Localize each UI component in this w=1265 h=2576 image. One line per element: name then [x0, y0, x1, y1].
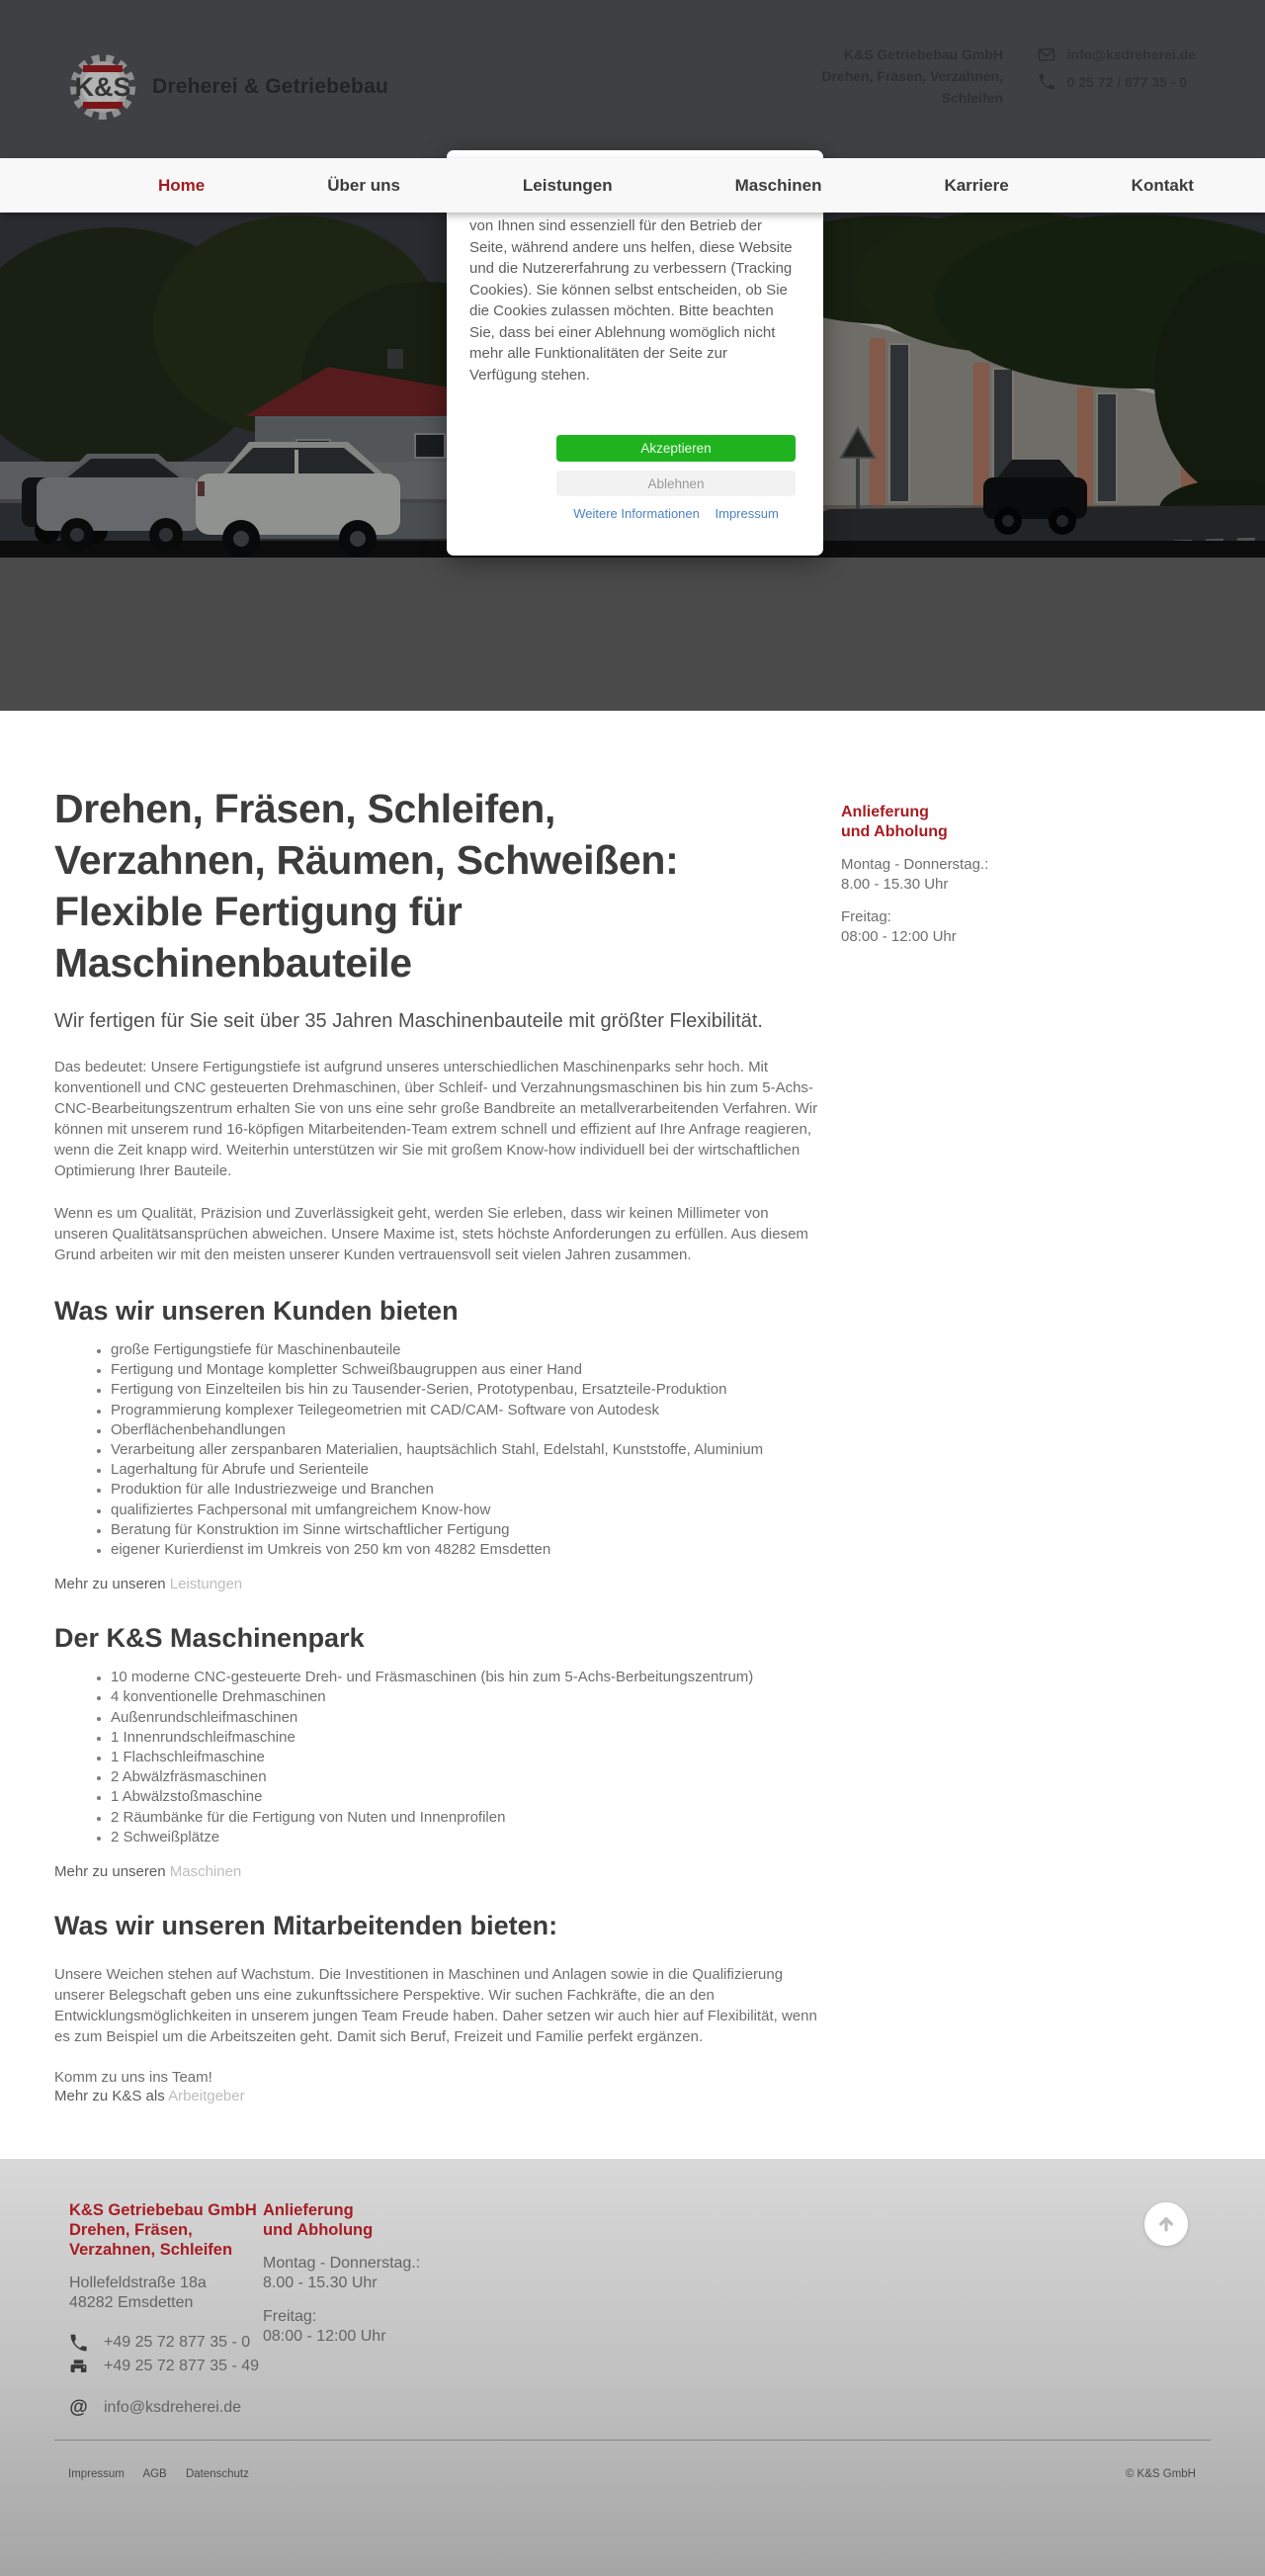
footer-hours-title-line: und Abholung: [263, 2221, 374, 2239]
more-arbeitgeber-line: [54, 2088, 823, 2104]
gear-logo-icon: [67, 51, 138, 123]
at-icon: @: [69, 2397, 88, 2418]
footer-hours-weekdays: [263, 2254, 420, 2293]
header: [0, 0, 1265, 158]
hours-sidebar: [841, 803, 1207, 947]
hours-days: Montag - Donnerstag.:: [841, 856, 989, 873]
maschinen-link[interactable]: Maschinen: [169, 1863, 242, 1881]
nav-item-karriere[interactable]: Karriere: [944, 175, 1009, 195]
header-phone[interactable]: 0 25 72 / 877 35 - 0: [1066, 74, 1188, 90]
footer-hours-column: [263, 2200, 420, 2347]
section-heading-kunden: Was wir unseren Kunden bieten: [54, 1296, 459, 1326]
datenschutz-link[interactable]: Datenschutz: [185, 2468, 249, 2480]
footer-phone-row[interactable]: [69, 2333, 259, 2353]
impressum-link[interactable]: Impressum: [68, 2468, 125, 2480]
footer-contact: [69, 2333, 259, 2418]
page-title-line: Flexible Fertigung für: [54, 889, 463, 934]
footer-company-line: Verzahnen, Schleifen: [69, 2241, 233, 2259]
header-contact: [1038, 45, 1196, 101]
footer-company-column: [69, 2200, 259, 2418]
list-item: • Fertigung und Montage kompletter Schweißbaugruppen aus einer Hand: [111, 1360, 823, 1380]
footer-hours-friday: [263, 2307, 420, 2347]
footer-company-block: [69, 2200, 259, 2260]
list-item: • 10 moderne CNC-gesteuerte Dreh- und Fräsmaschinen (bis hin zum 5-Achs-Berbeitungszentrum): [111, 1668, 823, 1687]
dark-band: [0, 558, 1265, 711]
footer-phone[interactable]: +49 25 72 877 35 - 0: [104, 2334, 251, 2351]
list-item: • Fertigung von Einzelteilen bis hin zu Tausender-Serien, Prototypenbau, Ersatzteile-Produktion: [111, 1380, 823, 1400]
header-company-line: Drehen, Fräsen, Verzahnen,: [821, 68, 1003, 84]
mitarbeitende-paragraph: Unsere Weichen stehen auf Wachstum. Die Investitionen in Maschinen und Anlagen sowie in die Qualifizierung unserer Belegschaft geben uns eine zukunftssichere Perspektive. Wir suchen Fachkräfte, die an den Entwicklungsmöglichkeiten in unserem jungen Team Freude haben. Daher setzen wir auch hier auf Flexibilität, wenn es zum Beispiel um die Arbeitszeiten geht. Damit sich Beruf, Freizeit und Familie perfekt ergänzen.: [54, 1966, 817, 2046]
list-item: • 4 konventionelle Drehmaschinen: [111, 1687, 823, 1707]
list-item: • eigener Kurierdienst im Umkreis von 250 km von 48282 Emsdetten: [111, 1540, 823, 1560]
footer-bottom-links: [68, 2468, 265, 2480]
footer-address: [69, 2274, 259, 2313]
footer: [0, 2159, 1265, 2576]
svg-text:K&S: K&S: [74, 72, 131, 102]
footer-divider: [54, 2440, 1211, 2441]
footer-company-line: Drehen, Fräsen,: [69, 2221, 193, 2239]
list-item: • Verarbeitung aller zerspanbaren Materialien, hauptsächlich Stahl, Edelstahl, Kunststoffe, Aluminium: [111, 1440, 823, 1460]
list-item: • 2 Schweißplätze: [111, 1828, 823, 1847]
list-item: • Lagerhaltung für Abrufe und Serienteile: [111, 1460, 823, 1480]
list-item: • Oberflächenbehandlungen: [111, 1420, 823, 1440]
footer-email[interactable]: info@ksdreherei.de: [104, 2399, 241, 2416]
list-item: • Programmierung komplexer Teilegeometrien mit CAD/CAM- Software von Autodesk: [111, 1401, 823, 1420]
intro-paragraph-2: Wenn es um Qualität, Präzision und Zuverlässigkeit geht, werden Sie erleben, dass wir keinen Millimeter von unseren Qualitätsansprüchen abweichen. Unsere Maxime ist, stets höchste Anforderungen zu erfüllen. Aus diesem Grund arbeiten wir mit den meisten unserer Kunden vertrauensvoll seit vielen Jahren zusammen.: [54, 1205, 808, 1263]
footer-address-line: Hollefeldstraße 18a: [69, 2275, 207, 2291]
phone-icon: [1038, 73, 1055, 91]
hours-weekdays: [841, 855, 1207, 895]
page-title-line: Maschinenbauteile: [54, 940, 412, 986]
logo-title: Dreherei & Getriebebau: [152, 75, 388, 98]
arbeitgeber-link[interactable]: Arbeitgeber: [168, 2088, 245, 2105]
section-heading-maschinenpark: Der K&S Maschinenpark: [54, 1623, 365, 1654]
fax-icon: [69, 2358, 88, 2376]
intro-paragraph-1: Das bedeutet: Unsere Fertigungstiefe ist aufgrund unseres unterschiedlichen Maschinenparks sehr hoch. Mit konventionell und CNC gesteuerten Drehmaschinen, über Schleif- und Verzahnungsmaschinen bis hin zum 5-Achs-CNC-Bearbeitungszentrum erhalten Sie von uns eine sehr große Bandbreite an metallverarbeitenden Verfahren. Wir können mit unserem rund 16-köpfigen Mitarbeitenden-Team extrem schnell und effizient auf Ihre Anfrage reagieren, wenn die Zeit knapp wird. Weiterhin unterstützen wir Sie mit großem Know-how individuell bei der wirtschaftlichen Optimierung Ihrer Bauteile.: [54, 1059, 818, 1179]
nav-item-ueber-uns[interactable]: Über uns: [327, 175, 400, 195]
cookie-accept-button[interactable]: Akzeptieren: [556, 435, 796, 462]
nav-item-home[interactable]: Home: [158, 175, 206, 195]
hours-friday: [841, 907, 1207, 947]
header-company-line: Schleifen: [941, 90, 1003, 106]
cookie-imprint-link[interactable]: Impressum: [715, 506, 779, 521]
scroll-to-top-button[interactable]: [1144, 2202, 1188, 2246]
footer-hours-time: 08:00 - 12:00 Uhr: [263, 2328, 386, 2345]
page-title-line: Drehen, Fräsen, Schleifen,: [54, 786, 556, 831]
logo[interactable]: [67, 51, 388, 123]
hours-days: Freitag:: [841, 908, 891, 925]
cookie-decline-button[interactable]: Ablehnen: [556, 471, 796, 496]
footer-hours-title: [263, 2200, 420, 2240]
copyright: © K&S GmbH: [1125, 2468, 1196, 2480]
mail-icon: [1038, 45, 1055, 63]
header-company-block: [821, 43, 1003, 109]
nav-item-maschinen[interactable]: Maschinen: [734, 175, 822, 195]
main-nav: [0, 158, 1265, 213]
phone-icon: [69, 2334, 88, 2353]
footer-fax: +49 25 72 877 35 - 49: [104, 2358, 260, 2374]
footer-fax-row: [69, 2357, 259, 2376]
list-item: • 1 Abwälzstoßmaschine: [111, 1787, 823, 1807]
list-item: • Produktion für alle Industriezweige und Branchen: [111, 1480, 823, 1500]
footer-company-line: K&S Getriebebau GmbH: [69, 2201, 257, 2219]
hours-title: [841, 803, 1207, 842]
kunden-bullet-list: [54, 1340, 823, 1560]
list-item: • 1 Flachschleifmaschine: [111, 1748, 823, 1767]
cookie-links: [556, 506, 796, 521]
page-title: [54, 783, 756, 988]
hours-title-line: Anlieferung: [841, 804, 929, 820]
agb-link[interactable]: AGB: [142, 2468, 167, 2480]
list-item: • 2 Räumbänke für die Fertigung von Nuten und Innenprofilen: [111, 1808, 823, 1828]
header-phone-row[interactable]: [1038, 73, 1196, 91]
more-leistungen-line: [54, 1576, 823, 1592]
nav-item-leistungen[interactable]: Leistungen: [522, 175, 613, 195]
footer-address-line: 48282 Emsdetten: [69, 2294, 194, 2311]
footer-hours-time: 8.00 - 15.30 Uhr: [263, 2275, 378, 2291]
nav-item-kontakt[interactable]: Kontakt: [1131, 175, 1194, 195]
list-item: • 1 Innenrundschleifmaschine: [111, 1728, 823, 1748]
cookie-more-info-link[interactable]: Weitere Informationen: [573, 506, 700, 521]
list-item: • Beratung für Konstruktion im Sinne wirtschaftlicher Fertigung: [111, 1520, 823, 1540]
maschinenpark-bullet-list: [54, 1668, 823, 1847]
page-title-line: Verzahnen, Räumen, Schweißen:: [54, 837, 679, 883]
footer-hours-days: Montag - Donnerstag.:: [263, 2255, 421, 2272]
more-prefix: Mehr zu unseren: [54, 1576, 166, 1593]
team-cta: Komm zu uns ins Team!: [54, 2069, 212, 2087]
list-item: • 2 Abwälzfräsmaschinen: [111, 1767, 823, 1787]
leistungen-link[interactable]: Leistungen: [169, 1576, 243, 1593]
header-email[interactable]: info@ksdreherei.de: [1066, 46, 1196, 62]
footer-email-row[interactable]: [69, 2398, 259, 2418]
cookie-consent-text: von Ihnen sind essenziell für den Betrieb der Seite, während andere uns helfen, diese Website und die Nutzererfahrung zu verbessern (Tracking Cookies). Sie können selbst entscheiden, ob Sie die Cookies zulassen möchten. Bitte beachten Sie, dass bei einer Ablehnung womöglich nicht mehr alle Funktionalitäten der Seite zur Verfügung stehen.: [469, 217, 793, 384]
list-item: • qualifiziertes Fachpersonal mit umfangreichem Know-how: [111, 1501, 823, 1520]
hours-time: 8.00 - 15.30 Uhr: [841, 876, 949, 893]
header-company-line: K&S Getriebebau GmbH: [843, 46, 1003, 62]
footer-hours-days: Freitag:: [263, 2308, 317, 2325]
more-maschinen-line: [54, 1863, 823, 1880]
footer-hours-title-line: Anlieferung: [263, 2201, 354, 2219]
more-prefix: Mehr zu unseren: [54, 1863, 166, 1881]
hours-title-line: und Abholung: [841, 823, 948, 840]
list-item: • große Fertigungstiefe für Maschinenbauteile: [111, 1340, 823, 1360]
more-prefix: Mehr zu K&S als: [54, 2088, 165, 2105]
list-item: • Außenrundschleifmaschinen: [111, 1708, 823, 1728]
hours-time: 08:00 - 12:00 Uhr: [841, 928, 957, 945]
main-content: [54, 783, 823, 2104]
arrow-up-icon: [1153, 2211, 1179, 2237]
section-heading-mitarbeitende: Was wir unseren Mitarbeitenden bieten:: [54, 1911, 558, 1941]
header-email-row[interactable]: [1038, 45, 1196, 63]
page-subtitle: Wir fertigen für Sie seit über 35 Jahren Maschinenbauteile mit größter Flexibilität.: [54, 1010, 763, 1032]
